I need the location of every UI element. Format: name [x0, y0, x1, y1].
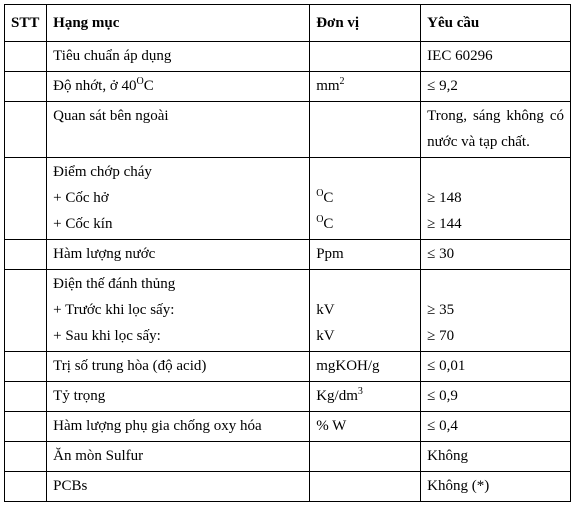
table-row-density — [5, 382, 571, 412]
unit-cell — [310, 42, 421, 72]
unit-cell: % W — [310, 412, 421, 442]
requirement-cell: Không (*) — [421, 472, 571, 502]
table-row-flash-point — [5, 158, 571, 240]
oil-spec-table — [4, 4, 571, 502]
table-row-breakdown-voltage — [5, 270, 571, 352]
header-item: Hạng mục — [47, 5, 310, 42]
unit-superscript: 2 — [339, 76, 345, 87]
req-closed-cup: ≥ 144 — [427, 216, 462, 232]
requirement-cell: ≤ 0,4 — [421, 412, 571, 442]
unit-cell: mgKOH/g — [310, 352, 421, 382]
stt-cell — [5, 270, 47, 352]
stt-cell — [5, 158, 47, 240]
table-row-pcbs — [5, 472, 571, 502]
item-text: Độ nhớt, ở 40 — [53, 78, 137, 94]
unit-letter: C — [323, 190, 334, 206]
item-title: Điện thế đánh thủng — [53, 276, 176, 292]
item-before-drying: + Trước khi lọc sấy: — [53, 302, 175, 318]
item-cell — [47, 72, 310, 102]
stt-cell — [5, 240, 47, 270]
requirement-cell: ≤ 0,01 — [421, 352, 571, 382]
unit-letter: C — [323, 216, 334, 232]
unit-before-drying: kV — [316, 302, 335, 318]
unit-cell — [310, 382, 421, 412]
item-cell — [47, 270, 310, 352]
unit-cell — [310, 158, 421, 240]
unit-cell: Ppm — [310, 240, 421, 270]
spacer — [316, 159, 414, 185]
req-open-cup: ≥ 148 — [427, 190, 462, 206]
item-closed-cup: + Cốc kín — [53, 216, 113, 232]
table-row-appearance — [5, 102, 571, 158]
unit-text: Kg/dm — [316, 388, 358, 404]
header-unit: Đơn vị — [310, 5, 421, 42]
unit-superscript: 3 — [357, 386, 363, 397]
degree-superscript: O — [316, 214, 324, 225]
item-cell: Hàm lượng nước — [47, 240, 310, 270]
unit-cell — [310, 472, 421, 502]
item-unit-letter: C — [143, 78, 154, 94]
stt-cell — [5, 102, 47, 158]
table-row-viscosity — [5, 72, 571, 102]
spacer — [427, 159, 564, 185]
unit-closed-cup — [316, 211, 414, 237]
stt-cell — [5, 442, 47, 472]
requirement-cell — [421, 270, 571, 352]
stt-cell — [5, 352, 47, 382]
unit-open-cup — [316, 185, 414, 211]
unit-cell — [310, 270, 421, 352]
item-cell: Hàm lượng phụ gia chống oxy hóa — [47, 412, 310, 442]
unit-after-drying: kV — [316, 328, 335, 344]
item-open-cup: + Cốc hở — [53, 190, 109, 206]
item-cell: Tiêu chuẩn áp dụng — [47, 42, 310, 72]
stt-cell — [5, 72, 47, 102]
item-cell: PCBs — [47, 472, 310, 502]
table-row-sulfur-corrosion — [5, 442, 571, 472]
spacer — [427, 271, 564, 297]
item-title: Điểm chớp cháy — [53, 164, 152, 180]
unit-text: mm — [316, 78, 340, 94]
stt-cell — [5, 382, 47, 412]
degree-superscript: O — [316, 188, 324, 199]
item-after-drying: + Sau khi lọc sấy: — [53, 328, 161, 344]
unit-cell — [310, 102, 421, 158]
header-stt: STT — [5, 5, 47, 42]
req-before-drying: ≥ 35 — [427, 302, 455, 318]
requirement-cell: Không — [421, 442, 571, 472]
item-cell: Tỷ trọng — [47, 382, 310, 412]
requirement-cell: ≤ 9,2 — [421, 72, 571, 102]
item-cell: Ăn mòn Sulfur — [47, 442, 310, 472]
table-row-water-content — [5, 240, 571, 270]
stt-cell — [5, 472, 47, 502]
item-cell: Trị số trung hòa (độ acid) — [47, 352, 310, 382]
item-cell: Quan sát bên ngoài — [47, 102, 310, 158]
header-row — [5, 5, 571, 42]
stt-cell — [5, 42, 47, 72]
requirement-cell — [421, 158, 571, 240]
stt-cell — [5, 412, 47, 442]
unit-cell — [310, 72, 421, 102]
requirement-cell: ≤ 0,9 — [421, 382, 571, 412]
table-row-standard — [5, 42, 571, 72]
table-row-antioxidant — [5, 412, 571, 442]
header-requirement: Yêu cầu — [421, 5, 571, 42]
requirement-cell: IEC 60296 — [421, 42, 571, 72]
table-row-acid-number — [5, 352, 571, 382]
item-cell — [47, 158, 310, 240]
req-after-drying: ≥ 70 — [427, 328, 455, 344]
requirement-cell: Trong, sáng không có nước và tạp chất. — [421, 102, 571, 158]
spacer — [316, 271, 414, 297]
degree-superscript: O — [136, 76, 144, 87]
unit-cell — [310, 442, 421, 472]
requirement-cell: ≤ 30 — [421, 240, 571, 270]
